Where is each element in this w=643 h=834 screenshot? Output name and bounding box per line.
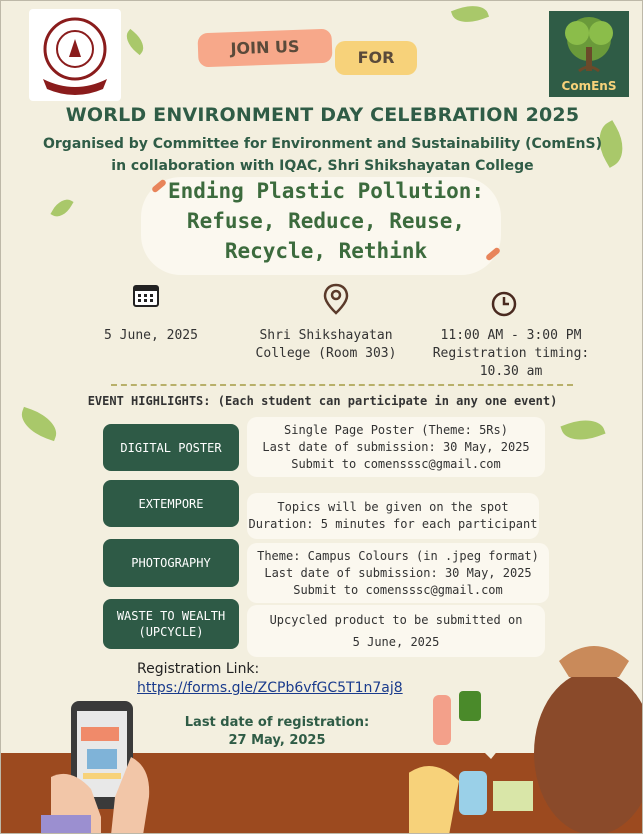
registration-link[interactable]: https://forms.gle/ZCPb6vfGC5T1n7aj8: [137, 680, 403, 696]
organiser-line-2: in collaboration with IQAC, Shri Shikshayatan College: [111, 158, 534, 174]
location-pin-icon: [322, 283, 350, 315]
registration-label: Registration Link:: [137, 661, 260, 677]
event-digital-poster: DIGITAL POSTER: [103, 424, 239, 471]
dashed-divider: [111, 384, 573, 386]
event-date: 5 June, 2025: [104, 328, 198, 343]
organiser-line-1: Organised by Committee for Environment and Sustainability (ComEnS): [43, 136, 602, 152]
plastic-waste-bag-illustration-icon: [409, 631, 643, 834]
event-digital-poster-details: Single Page Poster (Theme: 5Rs) Last date of submission: 30 May, 2025 Submit to comensssc@gmail.com: [247, 417, 545, 477]
event-waste-to-wealth-details: Upcycled product to be submitted on 5 June, 2025: [247, 605, 545, 657]
page-title: WORLD ENVIRONMENT DAY CELEBRATION 2025: [65, 104, 580, 126]
leaf-decoration-icon: [50, 195, 73, 221]
event-photography-details: Theme: Campus Colours (in .jpeg format) Last date of submission: 30 May, 2025 Submit to comensssc@gmail.com: [247, 543, 549, 603]
comens-logo: [549, 11, 629, 97]
for-badge: FOR: [335, 41, 417, 75]
event-waste-to-wealth: WASTE TO WEALTH (UPCYCLE): [103, 599, 239, 649]
event-extempore-details: Topics will be given on the spot Duration: 5 minutes for each participant: [247, 493, 539, 539]
join-us-badge: JOIN US: [197, 29, 332, 68]
calendar-icon: [133, 283, 159, 307]
slogan-line-3: Recycle, Rethink: [224, 239, 428, 263]
phone-hand-illustration-icon: [31, 697, 181, 834]
event-extempore: EXTEMPORE: [103, 480, 239, 527]
registration-timing-value: 10.30 am: [479, 364, 543, 379]
leaf-decoration-icon: [451, 0, 489, 28]
venue-line-1: Shri Shikshayatan: [259, 328, 393, 343]
leaf-decoration-icon: [121, 29, 148, 55]
comens-logo-text: ComEnS: [561, 79, 617, 93]
slogan-line-1: Ending Plastic Pollution:: [167, 179, 485, 203]
time-range: 11:00 AM - 3:00 PM: [440, 328, 582, 343]
registration-deadline: 27 May, 2025: [228, 733, 326, 748]
venue-line-2: College (Room 303): [255, 346, 397, 361]
highlights-heading: EVENT HIGHLIGHTS: (Each student can participate in any one event): [87, 394, 558, 408]
leaf-decoration-icon: [16, 407, 61, 441]
clock-icon: [491, 291, 517, 317]
tree-icon: [549, 11, 629, 81]
college-emblem-icon: [29, 9, 121, 101]
leaf-decoration-icon: [560, 413, 605, 447]
registration-deadline-label: Last date of registration:: [184, 715, 370, 730]
event-photography: PHOTOGRAPHY: [103, 539, 239, 587]
registration-timing-label: Registration timing:: [432, 346, 590, 361]
slogan-line-2: Refuse, Reduce, Reuse,: [186, 209, 466, 233]
college-logo: [29, 9, 121, 101]
